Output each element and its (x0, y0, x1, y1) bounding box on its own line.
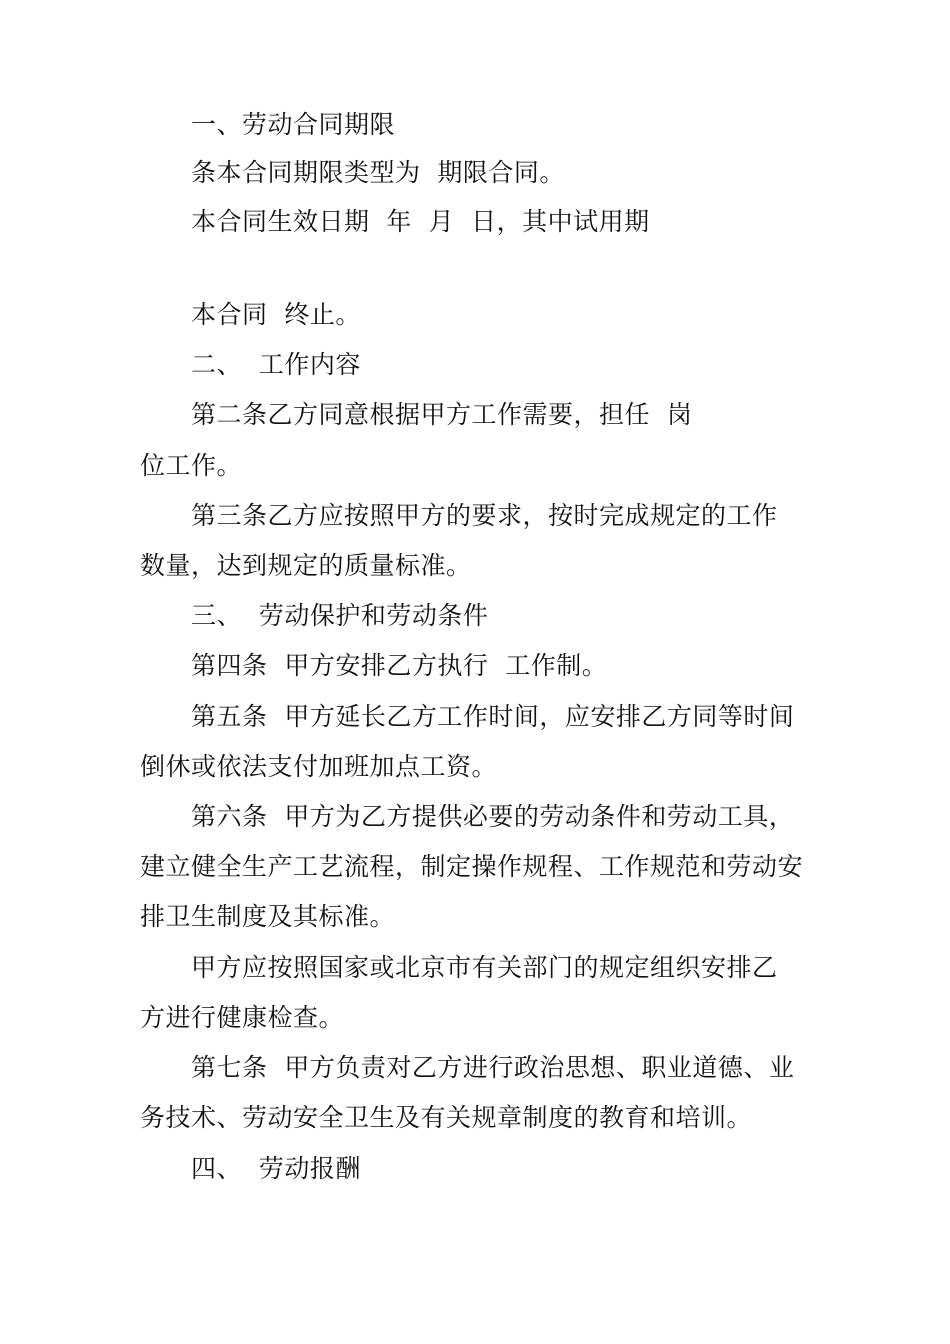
paragraph-line: 第三条乙方应按照甲方的要求，按时完成规定的工作 (191, 501, 778, 530)
paragraph-line: 务技术、劳动安全卫生及有关规章制度的教育和培训。 (140, 1103, 753, 1132)
paragraph-line: 倒休或依法支付加班加点工资。 (140, 752, 498, 781)
paragraph-line: 排卫生制度及其标准。 (140, 902, 396, 931)
paragraph-line: 建立健全生产工艺流程，制定操作规程、工作规范和劳动安 (140, 852, 804, 881)
paragraph-line: 本合同 终止。 (191, 300, 361, 329)
section-heading-1: 一、劳动合同期限 (191, 110, 396, 139)
paragraph-line: 第四条 甲方安排乙方执行 工作制。 (191, 651, 608, 680)
section-heading-3: 三、 劳动保护和劳动条件 (191, 601, 489, 630)
paragraph-line: 甲方应按照国家或北京市有关部门的规定组织安排乙 (191, 953, 778, 982)
paragraph-line: 位工作。 (140, 451, 243, 480)
section-heading-2: 二、 工作内容 (191, 350, 361, 379)
paragraph-line: 第二条乙方同意根据甲方工作需要，担任 岗 (191, 400, 693, 429)
paragraph-line: 数量，达到规定的质量标准。 (140, 551, 472, 580)
paragraph-line: 第五条 甲方延长乙方工作时间，应安排乙方同等时间 (191, 702, 795, 731)
paragraph-line: 条本合同期限类型为 期限合同。 (191, 158, 565, 187)
paragraph-line: 第六条 甲方为乙方提供必要的劳动条件和劳动工具， (191, 802, 795, 831)
paragraph-line: 第七条 甲方负责对乙方进行政治思想、职业道德、业 (191, 1053, 795, 1082)
paragraph-line: 方进行健康检查。 (140, 1003, 345, 1032)
paragraph-line: 本合同生效日期 年 月 日，其中试用期 (191, 207, 650, 236)
section-heading-4: 四、 劳动报酬 (191, 1154, 361, 1183)
